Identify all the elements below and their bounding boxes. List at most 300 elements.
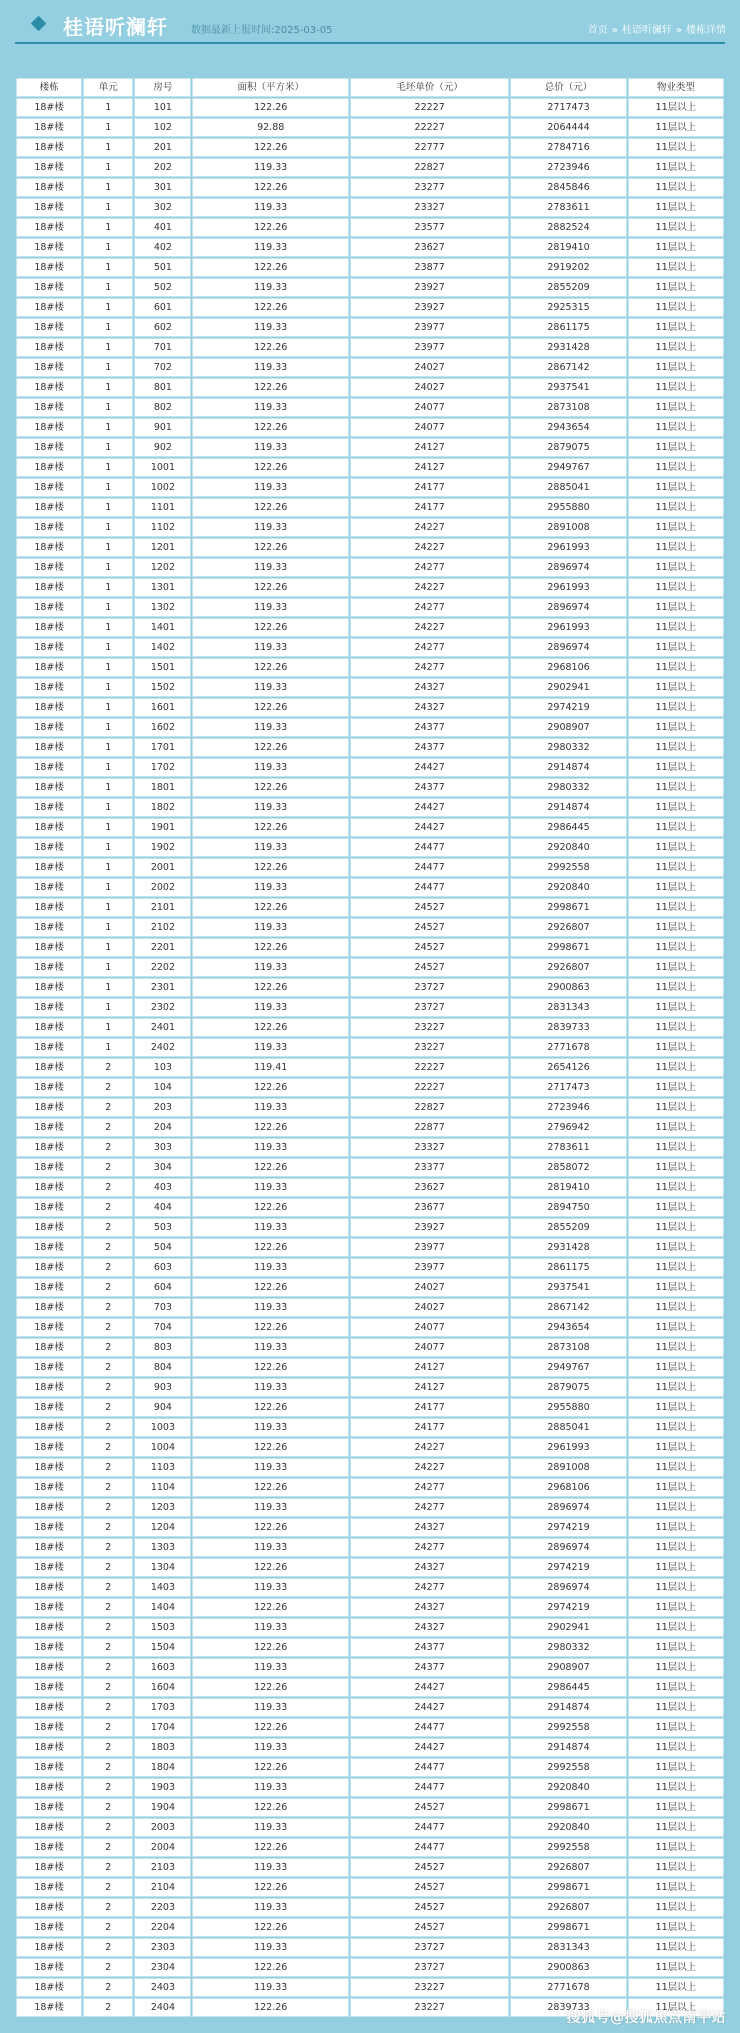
cell-property-type: 11层以上	[628, 1358, 724, 1377]
cell-room: 1903	[134, 1778, 191, 1797]
cell-building: 18#楼	[16, 998, 82, 1017]
table-row	[16, 918, 724, 937]
cell-building: 18#楼	[16, 418, 82, 437]
cell-room: 603	[134, 1258, 191, 1277]
table-row	[16, 878, 724, 897]
cell-room: 303	[134, 1138, 191, 1157]
cell-room: 604	[134, 1278, 191, 1297]
cell-room: 2101	[134, 898, 191, 917]
cell-unit-price: 22227	[350, 1058, 509, 1077]
cell-building: 18#楼	[16, 1138, 82, 1157]
cell-unit: 1	[83, 658, 133, 677]
cell-room: 302	[134, 198, 191, 217]
column-header-property-type: 物业类型	[628, 78, 724, 97]
cell-unit: 2	[83, 1078, 133, 1097]
cell-property-type: 11层以上	[628, 1418, 724, 1437]
cell-total-price: 2998671	[510, 1798, 626, 1817]
cell-unit-price: 23627	[350, 1178, 509, 1197]
cell-property-type: 11层以上	[628, 1938, 724, 1957]
cell-area: 119.33	[192, 998, 348, 1017]
cell-unit: 1	[83, 718, 133, 737]
cell-total-price: 2819410	[510, 1178, 626, 1197]
cell-area: 119.33	[192, 1178, 348, 1197]
cell-unit: 1	[83, 738, 133, 757]
cell-property-type: 11层以上	[628, 1458, 724, 1477]
cell-unit: 2	[83, 1878, 133, 1897]
cell-unit-price: 24527	[350, 1858, 509, 1877]
table-row	[16, 1198, 724, 1217]
cell-unit: 1	[83, 958, 133, 977]
cell-total-price: 2896974	[510, 1578, 626, 1597]
table-row	[16, 318, 724, 337]
breadcrumb	[588, 21, 726, 36]
cell-area: 119.33	[192, 918, 348, 937]
cell-unit: 2	[83, 1778, 133, 1797]
cell-property-type: 11层以上	[628, 1398, 724, 1417]
cell-unit-price: 23277	[350, 178, 509, 197]
cell-unit-price: 24077	[350, 1338, 509, 1357]
cell-unit: 2	[83, 1858, 133, 1877]
cell-area: 119.33	[192, 598, 348, 617]
cell-property-type: 11层以上	[628, 1118, 724, 1137]
cell-property-type: 11层以上	[628, 518, 724, 537]
cell-room: 1901	[134, 818, 191, 837]
breadcrumb-separator: »	[675, 25, 682, 36]
cell-property-type: 11层以上	[628, 1318, 724, 1337]
cell-property-type: 11层以上	[628, 1958, 724, 1977]
cell-area: 122.26	[192, 418, 348, 437]
cell-total-price: 2925315	[510, 298, 626, 317]
table-row	[16, 1218, 724, 1237]
cell-unit: 2	[83, 1058, 133, 1077]
cell-area: 122.26	[192, 778, 348, 797]
cell-property-type: 11层以上	[628, 658, 724, 677]
table-row	[16, 778, 724, 797]
cell-building: 18#楼	[16, 658, 82, 677]
cell-unit: 2	[83, 1598, 133, 1617]
cell-unit-price: 24277	[350, 1538, 509, 1557]
cell-property-type: 11层以上	[628, 1238, 724, 1257]
cell-property-type: 11层以上	[628, 1658, 724, 1677]
cell-total-price: 2926807	[510, 1898, 626, 1917]
cell-unit: 2	[83, 1478, 133, 1497]
cell-total-price: 2920840	[510, 1818, 626, 1837]
cell-total-price: 2867142	[510, 358, 626, 377]
cell-unit: 2	[83, 1498, 133, 1517]
cell-total-price: 2717473	[510, 1078, 626, 1097]
cell-total-price: 2723946	[510, 1098, 626, 1117]
breadcrumb-home[interactable]: 首页	[587, 25, 608, 36]
cell-building: 18#楼	[16, 478, 82, 497]
cell-building: 18#楼	[16, 1518, 82, 1537]
cell-property-type: 11层以上	[628, 1538, 724, 1557]
cell-property-type: 11层以上	[628, 478, 724, 497]
cell-area: 119.33	[192, 1298, 348, 1317]
cell-area: 122.26	[192, 818, 348, 837]
cell-building: 18#楼	[16, 1578, 82, 1597]
table-row	[16, 1838, 724, 1857]
cell-room: 1703	[134, 1698, 191, 1717]
cell-building: 18#楼	[16, 898, 82, 917]
cell-property-type: 11层以上	[628, 998, 724, 1017]
cell-unit-price: 24077	[350, 398, 509, 417]
cell-unit-price: 24327	[350, 678, 509, 697]
cell-total-price: 2885041	[510, 478, 626, 497]
cell-total-price: 2896974	[510, 1498, 626, 1517]
cell-area: 122.26	[192, 98, 348, 117]
cell-building: 18#楼	[16, 1418, 82, 1437]
cell-room: 204	[134, 1118, 191, 1137]
cell-unit-price: 24227	[350, 1458, 509, 1477]
cell-building: 18#楼	[16, 338, 82, 357]
cell-area: 122.26	[192, 1118, 348, 1137]
cell-total-price: 2879075	[510, 1378, 626, 1397]
cell-room: 301	[134, 178, 191, 197]
cell-total-price: 2968106	[510, 658, 626, 677]
diamond-icon	[31, 16, 47, 32]
cell-area: 119.33	[192, 198, 348, 217]
cell-total-price: 2882524	[510, 218, 626, 237]
cell-building: 18#楼	[16, 1058, 82, 1077]
cell-total-price: 2968106	[510, 1478, 626, 1497]
cell-total-price: 2961993	[510, 538, 626, 557]
cell-unit: 2	[83, 1618, 133, 1637]
cell-unit-price: 23727	[350, 1958, 509, 1977]
cell-unit: 2	[83, 1758, 133, 1777]
cell-room: 802	[134, 398, 191, 417]
table-row	[16, 298, 724, 317]
cell-total-price: 2885041	[510, 1418, 626, 1437]
table-row	[16, 1518, 724, 1537]
cell-total-price: 2926807	[510, 918, 626, 937]
cell-building: 18#楼	[16, 1018, 82, 1037]
table-row	[16, 1798, 724, 1817]
cell-room: 2302	[134, 998, 191, 1017]
cell-total-price: 2980332	[510, 738, 626, 757]
cell-unit: 2	[83, 1358, 133, 1377]
cell-total-price: 2992558	[510, 1718, 626, 1737]
cell-unit-price: 23977	[350, 338, 509, 357]
cell-unit-price: 24227	[350, 578, 509, 597]
table-row	[16, 378, 724, 397]
cell-building: 18#楼	[16, 1878, 82, 1897]
cell-unit: 2	[83, 1178, 133, 1197]
cell-unit-price: 23327	[350, 198, 509, 217]
cell-total-price: 2867142	[510, 1298, 626, 1317]
cell-unit-price: 23677	[350, 1198, 509, 1217]
cell-building: 18#楼	[16, 398, 82, 417]
cell-area: 119.33	[192, 1498, 348, 1517]
cell-unit-price: 24377	[350, 1638, 509, 1657]
cell-building: 18#楼	[16, 1238, 82, 1257]
cell-area: 122.26	[192, 378, 348, 397]
cell-building: 18#楼	[16, 958, 82, 977]
cell-property-type: 11层以上	[628, 898, 724, 917]
cell-property-type: 11层以上	[628, 1998, 724, 2017]
cell-total-price: 2998671	[510, 938, 626, 957]
cell-total-price: 2902941	[510, 678, 626, 697]
cell-room: 701	[134, 338, 191, 357]
cell-building: 18#楼	[16, 138, 82, 157]
cell-total-price: 2896974	[510, 638, 626, 657]
cell-building: 18#楼	[16, 1218, 82, 1237]
cell-room: 2301	[134, 978, 191, 997]
cell-area: 122.26	[192, 738, 348, 757]
column-header-area: 面积（平方米）	[192, 78, 348, 97]
cell-unit-price: 23977	[350, 318, 509, 337]
cell-building: 18#楼	[16, 1278, 82, 1297]
cell-unit-price: 22227	[350, 118, 509, 137]
table-row	[16, 698, 724, 717]
cell-unit: 1	[83, 838, 133, 857]
breadcrumb-project[interactable]: 桂语听澜轩	[621, 25, 672, 36]
cell-total-price: 2784716	[510, 138, 626, 157]
cell-total-price: 2931428	[510, 1238, 626, 1257]
cell-property-type: 11层以上	[628, 918, 724, 937]
cell-property-type: 11层以上	[628, 458, 724, 477]
cell-building: 18#楼	[16, 1198, 82, 1217]
cell-room: 1404	[134, 1598, 191, 1617]
cell-total-price: 2855209	[510, 1218, 626, 1237]
cell-room: 1002	[134, 478, 191, 497]
cell-total-price: 2819410	[510, 238, 626, 257]
cell-room: 2102	[134, 918, 191, 937]
cell-property-type: 11层以上	[628, 618, 724, 637]
cell-unit: 1	[83, 878, 133, 897]
cell-building: 18#楼	[16, 1838, 82, 1857]
table-row	[16, 1738, 724, 1757]
cell-unit-price: 24227	[350, 618, 509, 637]
cell-building: 18#楼	[16, 438, 82, 457]
cell-unit-price: 23227	[350, 1038, 509, 1057]
cell-building: 18#楼	[16, 498, 82, 517]
cell-total-price: 2861175	[510, 1258, 626, 1277]
cell-property-type: 11层以上	[628, 98, 724, 117]
cell-unit: 1	[83, 298, 133, 317]
cell-unit: 1	[83, 358, 133, 377]
cell-room: 702	[134, 358, 191, 377]
cell-room: 1504	[134, 1638, 191, 1657]
cell-room: 104	[134, 1078, 191, 1097]
cell-building: 18#楼	[16, 558, 82, 577]
cell-area: 119.33	[192, 1938, 348, 1957]
table-row	[16, 1418, 724, 1437]
cell-unit-price: 24327	[350, 1558, 509, 1577]
cell-building: 18#楼	[16, 1778, 82, 1797]
cell-total-price: 2998671	[510, 898, 626, 917]
cell-room: 1501	[134, 658, 191, 677]
cell-area: 122.26	[192, 658, 348, 677]
cell-property-type: 11层以上	[628, 838, 724, 857]
cell-building: 18#楼	[16, 1958, 82, 1977]
cell-room: 503	[134, 1218, 191, 1237]
table-row	[16, 338, 724, 357]
cell-area: 119.33	[192, 1538, 348, 1557]
cell-unit-price: 24227	[350, 1438, 509, 1457]
cell-total-price: 2992558	[510, 1838, 626, 1857]
cell-building: 18#楼	[16, 1558, 82, 1577]
cell-area: 122.26	[192, 1558, 348, 1577]
cell-property-type: 11层以上	[628, 598, 724, 617]
cell-area: 122.26	[192, 1018, 348, 1037]
table-row	[16, 1258, 724, 1277]
cell-unit: 2	[83, 1098, 133, 1117]
cell-room: 2404	[134, 1998, 191, 2017]
cell-total-price: 2961993	[510, 618, 626, 637]
cell-room: 2003	[134, 1818, 191, 1837]
cell-unit: 2	[83, 1418, 133, 1437]
cell-total-price: 2896974	[510, 1538, 626, 1557]
cell-unit: 2	[83, 1818, 133, 1837]
cell-building: 18#楼	[16, 1978, 82, 1997]
table-row	[16, 998, 724, 1017]
cell-property-type: 11层以上	[628, 338, 724, 357]
cell-unit: 1	[83, 378, 133, 397]
cell-building: 18#楼	[16, 1318, 82, 1337]
table-row	[16, 1938, 724, 1957]
table-row	[16, 1618, 724, 1637]
cell-unit: 1	[83, 398, 133, 417]
cell-room: 602	[134, 318, 191, 337]
cell-property-type: 11层以上	[628, 1638, 724, 1657]
table-row	[16, 478, 724, 497]
cell-total-price: 2926807	[510, 958, 626, 977]
cell-property-type: 11层以上	[628, 678, 724, 697]
cell-room: 2304	[134, 1958, 191, 1977]
cell-area: 122.26	[192, 138, 348, 157]
cell-area: 119.33	[192, 1778, 348, 1797]
cell-area: 119.33	[192, 838, 348, 857]
cell-total-price: 2914874	[510, 1738, 626, 1757]
cell-building: 18#楼	[16, 838, 82, 857]
cell-unit-price: 23927	[350, 298, 509, 317]
cell-area: 122.26	[192, 1878, 348, 1897]
cell-area: 119.33	[192, 1658, 348, 1677]
cell-property-type: 11层以上	[628, 1878, 724, 1897]
cell-room: 804	[134, 1358, 191, 1377]
cell-total-price: 2891008	[510, 1458, 626, 1477]
cell-room: 1804	[134, 1758, 191, 1777]
table-row	[16, 1558, 724, 1577]
cell-area: 122.26	[192, 1758, 348, 1777]
cell-room: 1201	[134, 538, 191, 557]
cell-area: 119.33	[192, 1138, 348, 1157]
cell-unit-price: 24277	[350, 1498, 509, 1517]
cell-unit: 2	[83, 1458, 133, 1477]
cell-area: 122.26	[192, 178, 348, 197]
cell-total-price: 2900863	[510, 978, 626, 997]
cell-unit-price: 23727	[350, 1938, 509, 1957]
cell-total-price: 2783611	[510, 198, 626, 217]
cell-total-price: 2998671	[510, 1918, 626, 1937]
cell-property-type: 11层以上	[628, 558, 724, 577]
cell-unit-price: 23327	[350, 1138, 509, 1157]
table-row	[16, 838, 724, 857]
table-row	[16, 758, 724, 777]
table-row	[16, 598, 724, 617]
cell-building: 18#楼	[16, 158, 82, 177]
cell-building: 18#楼	[16, 258, 82, 277]
table-row	[16, 138, 724, 157]
cell-property-type: 11层以上	[628, 1838, 724, 1857]
cell-total-price: 2986445	[510, 1678, 626, 1697]
cell-building: 18#楼	[16, 938, 82, 957]
table-row	[16, 1478, 724, 1497]
cell-unit: 1	[83, 338, 133, 357]
cell-unit: 2	[83, 1978, 133, 1997]
cell-property-type: 11层以上	[628, 1678, 724, 1697]
cell-property-type: 11层以上	[628, 118, 724, 137]
cell-total-price: 2986445	[510, 818, 626, 837]
cell-unit-price: 24127	[350, 438, 509, 457]
cell-room: 2201	[134, 938, 191, 957]
cell-room: 504	[134, 1238, 191, 1257]
cell-area: 122.26	[192, 1918, 348, 1937]
cell-total-price: 2931428	[510, 338, 626, 357]
cell-property-type: 11层以上	[628, 958, 724, 977]
cell-room: 1104	[134, 1478, 191, 1497]
cell-unit: 1	[83, 98, 133, 117]
cell-unit-price: 24327	[350, 1518, 509, 1537]
table-row	[16, 1058, 724, 1077]
cell-unit-price: 23577	[350, 218, 509, 237]
cell-building: 18#楼	[16, 1398, 82, 1417]
cell-property-type: 11层以上	[628, 1038, 724, 1057]
table-row	[16, 1358, 724, 1377]
table-row	[16, 1858, 724, 1877]
cell-unit-price: 24427	[350, 798, 509, 817]
table-row	[16, 358, 724, 377]
cell-property-type: 11层以上	[628, 1698, 724, 1717]
cell-total-price: 2896974	[510, 558, 626, 577]
table-row	[16, 1498, 724, 1517]
unit-table-container	[15, 77, 725, 2018]
cell-property-type: 11层以上	[628, 138, 724, 157]
cell-property-type: 11层以上	[628, 798, 724, 817]
cell-area: 119.33	[192, 358, 348, 377]
breadcrumb-current[interactable]: 楼栋详情	[686, 25, 726, 36]
cell-property-type: 11层以上	[628, 358, 724, 377]
cell-room: 502	[134, 278, 191, 297]
cell-room: 2002	[134, 878, 191, 897]
cell-unit-price: 24527	[350, 1898, 509, 1917]
cell-unit-price: 24527	[350, 918, 509, 937]
cell-room: 901	[134, 418, 191, 437]
cell-property-type: 11层以上	[628, 638, 724, 657]
cell-building: 18#楼	[16, 1438, 82, 1457]
cell-building: 18#楼	[16, 458, 82, 477]
cell-building: 18#楼	[16, 1678, 82, 1697]
table-row	[16, 418, 724, 437]
cell-unit: 1	[83, 158, 133, 177]
cell-area: 119.33	[192, 478, 348, 497]
cell-room: 1102	[134, 518, 191, 537]
cell-unit-price: 24277	[350, 1478, 509, 1497]
cell-unit-price: 22227	[350, 98, 509, 117]
cell-unit: 2	[83, 1398, 133, 1417]
cell-property-type: 11层以上	[628, 198, 724, 217]
cell-area: 119.33	[192, 1418, 348, 1437]
cell-total-price: 2974219	[510, 1598, 626, 1617]
table-row	[16, 498, 724, 517]
cell-room: 1803	[134, 1738, 191, 1757]
cell-unit: 1	[83, 178, 133, 197]
cell-property-type: 11层以上	[628, 1298, 724, 1317]
cell-unit-price: 24477	[350, 1718, 509, 1737]
cell-total-price: 2920840	[510, 878, 626, 897]
cell-area: 119.33	[192, 1618, 348, 1637]
cell-total-price: 2831343	[510, 1938, 626, 1957]
